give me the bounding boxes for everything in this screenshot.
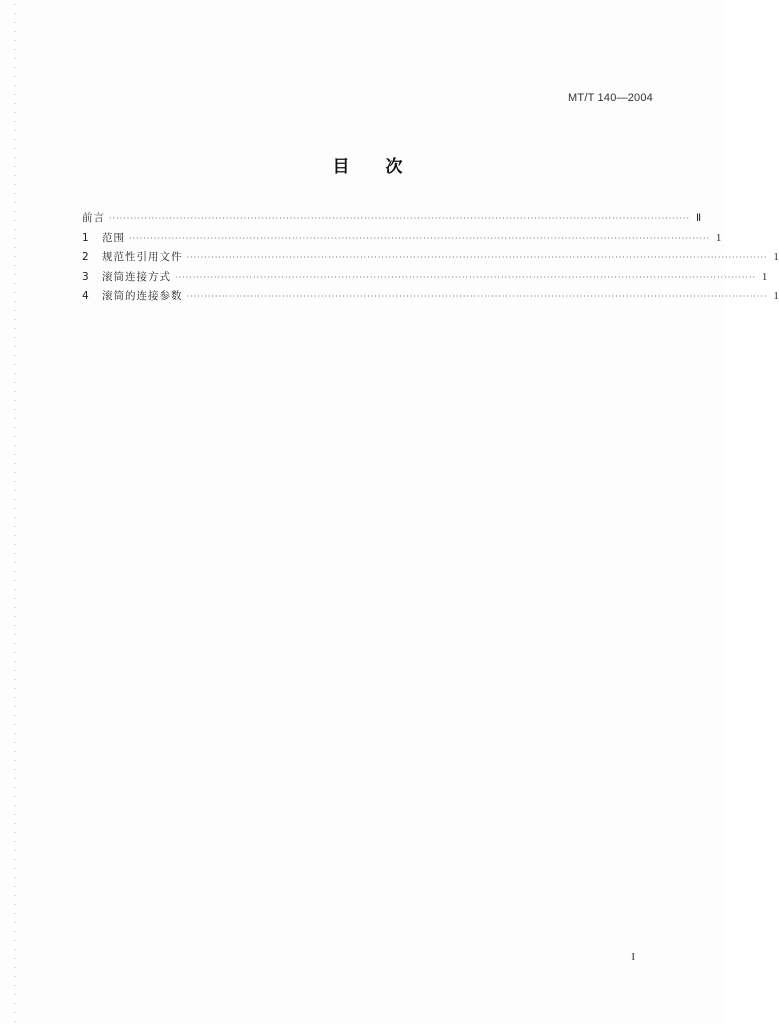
toc-entry-page: Ⅱ [696,213,702,224]
table-of-contents [82,210,779,308]
toc-entry-number: 3 [82,270,89,283]
toc-entry-label: 滚筒连接方式 [102,270,171,283]
toc-title [0,152,735,177]
toc-entry-page: 1 [773,291,779,302]
toc-entry-connection-parameters[interactable] [82,288,779,308]
page-number: I [631,951,635,963]
toc-entry-number: 2 [82,251,89,263]
toc-leader-dots: ···································································································································································· [109,214,691,223]
toc-leader-dots: ···································································································································································· [186,292,768,301]
toc-entry-label: 规范性引用文件 [102,251,183,263]
toc-entry-connection-mode[interactable] [82,269,768,289]
toc-entry-number: 1 [82,231,89,244]
toc-entry-page: 1 [762,271,768,283]
toc-entry-number: 4 [82,290,89,302]
toc-leader-dots: ···································································································································································· [186,253,768,262]
toc-leader-dots: ···································································································································································· [175,272,757,282]
toc-entry-scope[interactable] [82,230,722,250]
toc-entry-label: 滚筒的连接参数 [102,290,183,302]
toc-entry-normative-references[interactable] [82,249,779,269]
toc-entry-page: 1 [716,232,722,244]
toc-entry-foreword[interactable] [82,210,702,230]
toc-title-char-2: 次 [385,157,403,177]
toc-title-char-1: 目 [332,157,350,177]
toc-entry-label: 前言 [82,212,105,224]
toc-entry-label: 范围 [102,231,125,244]
document-code: MT/T 140—2004 [568,92,653,104]
toc-entry-page: 1 [773,252,779,263]
toc-leader-dots: ···································································································································································· [129,233,711,243]
